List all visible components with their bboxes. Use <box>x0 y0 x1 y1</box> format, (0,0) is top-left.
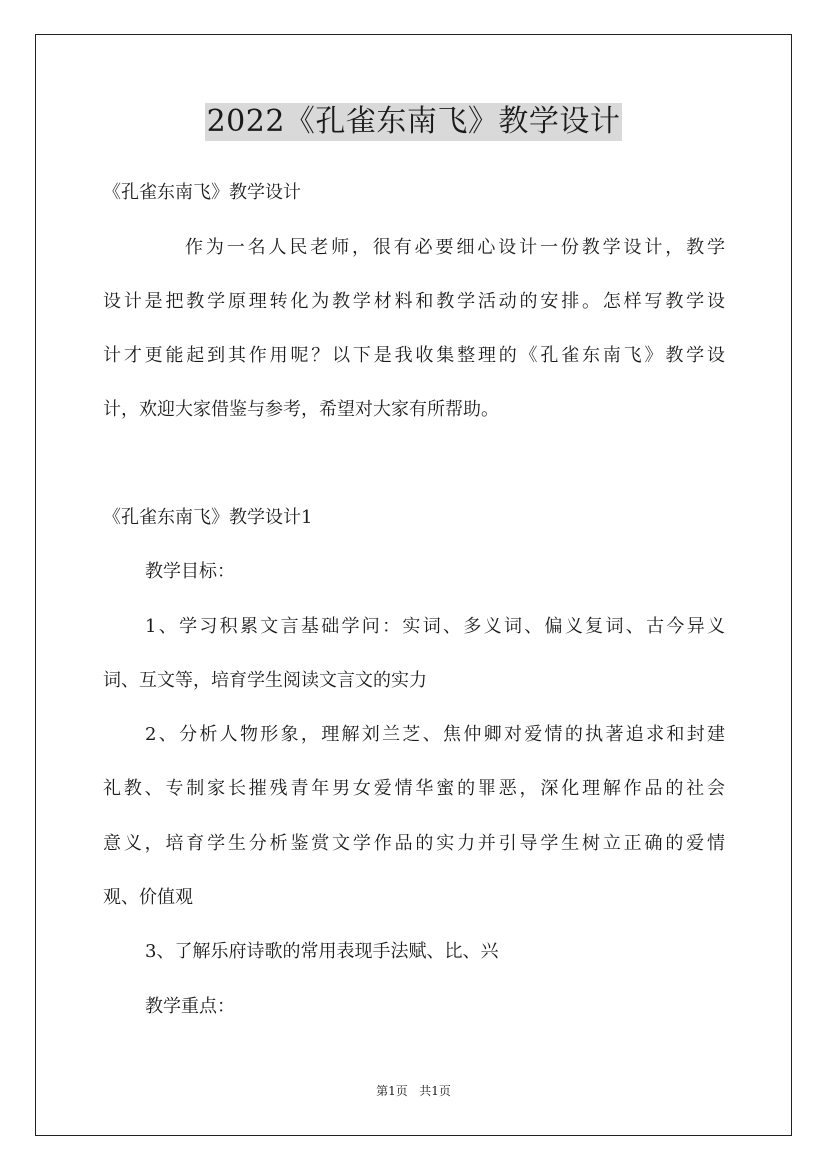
key-points-label: 教学重点： <box>145 996 235 1017</box>
document-subtitle: 《孔雀东南飞》教学设计 <box>103 182 301 203</box>
objective-1-line-2: 词、互文等，培育学生阅读文言文的实力 <box>103 670 427 691</box>
objective-2-line-3: 意义，培育学生分析鉴赏文学作品的实力并引导学生树立正确的爱情 <box>103 833 725 854</box>
intro-line-2: 设计是把教学原理转化为教学材料和教学活动的安排。怎样写教学设 <box>103 291 725 312</box>
intro-line-3: 计才更能起到其作用呢？以下是我收集整理的《孔雀东南飞》教学设 <box>103 345 725 366</box>
page-number: 第1页 <box>376 1084 408 1098</box>
objective-2-line-1: 2、分析人物形象，理解刘兰芝、焦仲卿对爱情的执著追求和封建 <box>145 724 725 745</box>
objective-3: 3、了解乐府诗歌的常用表现手法赋、比、兴 <box>145 941 499 962</box>
intro-paragraph <box>103 236 725 260</box>
objective-2-line-2: 礼教、专制家长摧残青年男女爱情华蜜的罪恶，深化理解作品的社会 <box>103 778 725 799</box>
intro-line-1: 作为一名人民老师，很有必要细心设计一份教学设计，教学 <box>185 237 725 258</box>
page-total: 共1页 <box>419 1084 451 1098</box>
page-footer <box>0 1083 827 1099</box>
document-title: 2022《孔雀东南飞》教学设计 <box>206 104 621 139</box>
objective-1-line-1-wrap <box>145 615 725 639</box>
objective-2-line-3-wrap <box>103 832 725 856</box>
intro-line-2-wrap <box>103 290 725 314</box>
objective-2-line-2-wrap <box>103 777 725 801</box>
section-heading: 《孔雀东南飞》教学设计1 <box>103 507 313 528</box>
objective-2-line-1-wrap <box>145 723 725 747</box>
objective-2-line-4: 观、价值观 <box>103 887 193 908</box>
intro-line-4: 计，欢迎大家借鉴与参考，希望对大家有所帮助。 <box>103 399 499 420</box>
objective-1-line-1: 1、学习积累文言基础学问：实词、多义词、偏义复词、古今异义 <box>145 616 725 637</box>
title-container <box>0 103 827 141</box>
objectives-label: 教学目标： <box>145 561 235 582</box>
intro-line-3-wrap <box>103 344 725 368</box>
